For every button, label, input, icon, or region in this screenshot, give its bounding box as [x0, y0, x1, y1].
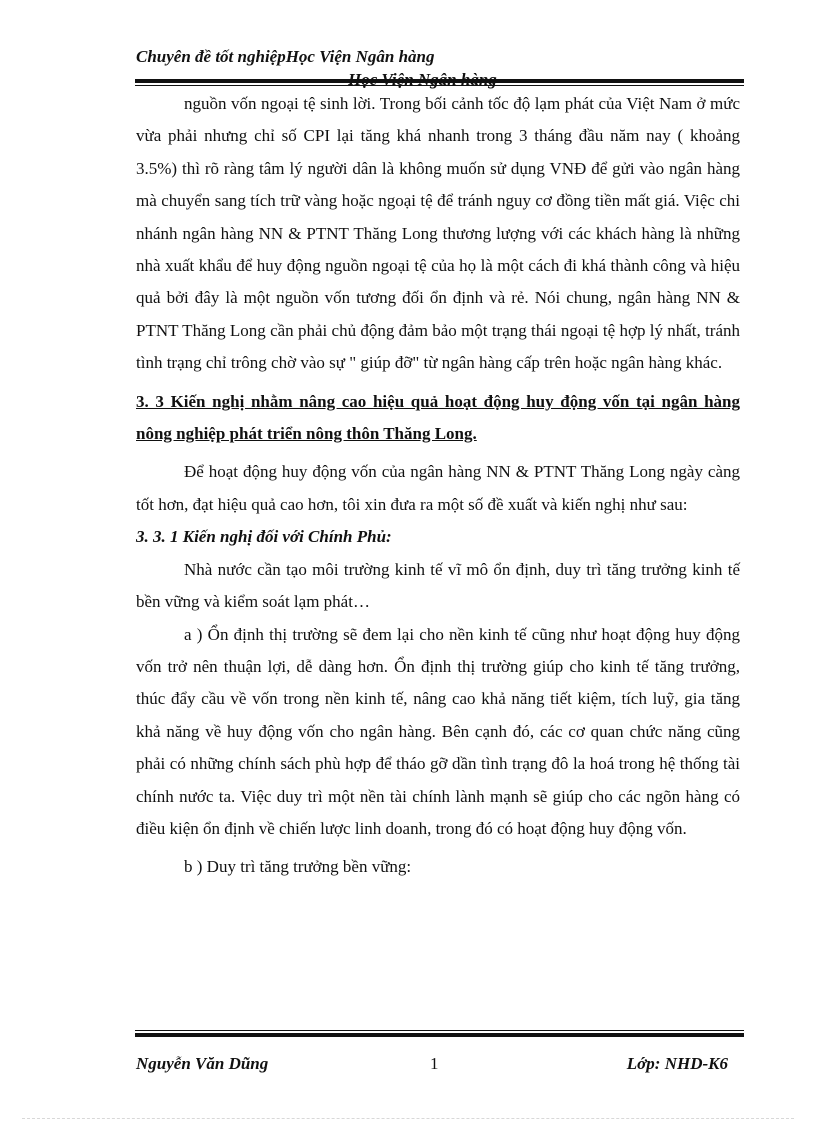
paragraph-market-stability: a ) Ổn định thị trường sẽ đem lại cho nền kinh tế cũng như hoạt động huy động vốn trở nên thuận lợi, dễ dàng hơn. Ổn định thị trường giúp cho kinh tế tăng trưởng, thúc đẩy cầu về vốn trong nền kinh tế, nâng cao khả năng tiết kiệm, tích luỹ, gia tăng khả năng về huy động vốn cho ngân hàng. Bên cạnh đó, các cơ quan chức năng cũng phải có những chính sách phù hợp để tháo gỡ dần tình trạng đô la hoá trong hệ thống tài chính nước ta. Việc duy trì một nền tài chính lành mạnh sẽ giúp cho các ngõn hàng có điều kiện ổn định về chiến lược linh doanh, trong đó có hoạt động huy động vốn.: [136, 624, 740, 838]
paragraph-macro-environment: Nhà nước cần tạo môi trường kinh tế vĩ mô ổn định, duy trì tăng trưởng kinh tế bền vững và kiểm soát lạm phát…: [136, 559, 740, 612]
footer-class: Lớp: NHD-K6: [626, 1054, 728, 1073]
header-title: Chuyên đề tốt nghiệpHọc Viện Ngân hàng: [136, 47, 435, 66]
footer-divider: [135, 1030, 744, 1040]
paragraph-proposals-intro: Để hoạt động huy động vốn của ngân hàng NN & PTNT Thăng Long ngày càng tốt hơn, đạt hiệu quả cao hơn, tôi xin đưa ra một số đề xuất và kiến nghị như sau:: [136, 462, 740, 514]
document-body: [136, 88, 740, 884]
section-heading-3-3: 3. 3 Kiến nghị nhằm nâng cao hiệu quả hoạt động huy động vốn tại ngân hàng nông nghiệp phát triển nông thôn Thăng Long.: [136, 391, 740, 444]
subsection-heading-3-3-1: 3. 3. 1 Kiến nghị đối với Chính Phủ:: [136, 527, 392, 547]
page-number: 1: [430, 1054, 439, 1073]
paragraph-foreign-currency: nguồn vốn ngoại tệ sinh lời. Trong bối cảnh tốc độ lạm phát của Việt Nam ở mức vừa phải nhưng chỉ số CPI lại tăng khá nhanh trong 3 tháng đầu năm nay ( khoảng 3.5%) thì rõ ràng tâm lý người dân là không muốn sử dụng VNĐ để gửi vào ngân hàng mà chuyển sang tích trữ vàng hoặc ngoại tệ để tránh nguy cơ đồng tiền mất giá. Việc chi nhánh ngân hàng NN & PTNT Thăng Long thương lượng với các khách hàng là những nhà xuất khẩu để huy động nguồn ngoại tệ của họ là một cách đi khá thành công và hiệu quả bởi đây là một nguồn vốn tương đối ổn định và rẻ. Nói chung, ngân hàng NN & PTNT Thăng Long cần phải chủ động đảm bảo một trạng thái ngoại tệ hợp lý nhất, tránh tình trạng chỉ trông chờ vào sự " giúp đỡ" từ ngân hàng cấp trên hoặc ngân hàng khác.: [136, 94, 740, 373]
footer-author: Nguyễn Văn Dũng: [136, 1054, 269, 1073]
paragraph-sustainable-growth: b ) Duy trì tăng trưởng bền vững:: [184, 857, 412, 877]
page-edge-divider: [22, 1118, 794, 1119]
